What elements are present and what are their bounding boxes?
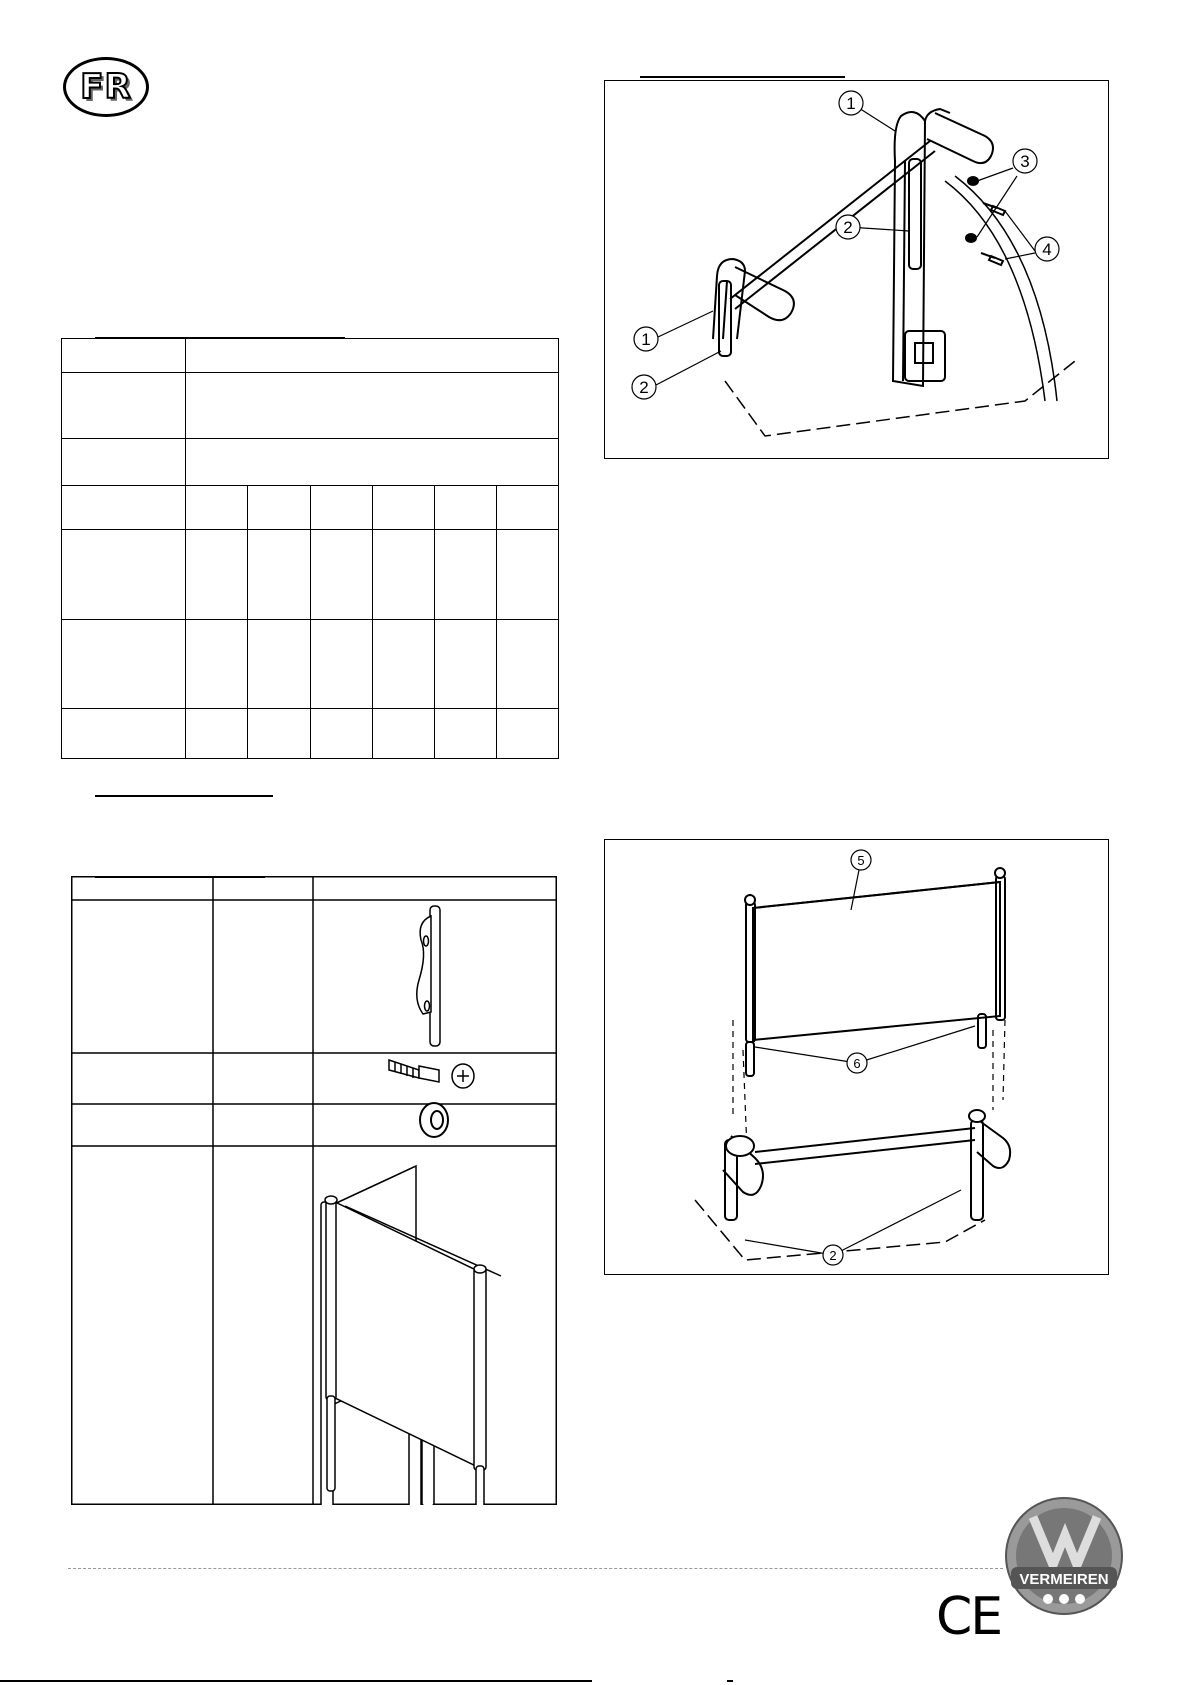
screw-image bbox=[389, 1060, 474, 1088]
section-heading-underline bbox=[95, 795, 273, 797]
figure-heading-underline bbox=[640, 76, 845, 78]
washer-image bbox=[420, 1103, 448, 1137]
callout-4: 4 bbox=[1042, 240, 1052, 259]
callout-6: 6 bbox=[853, 1056, 861, 1071]
table-row bbox=[62, 339, 559, 373]
parts-table bbox=[71, 876, 557, 1505]
table-row bbox=[62, 373, 559, 439]
callout-2: 2 bbox=[639, 378, 649, 397]
language-badge-label: FR bbox=[80, 67, 132, 107]
ce-mark: CE bbox=[936, 1587, 1002, 1647]
table-row bbox=[62, 620, 559, 708]
table-row bbox=[62, 485, 559, 529]
language-badge bbox=[63, 57, 149, 117]
bottom-rule bbox=[0, 1680, 592, 1682]
vermeiren-logo bbox=[1003, 1495, 1125, 1617]
callout-2: 2 bbox=[829, 1248, 837, 1263]
callout-5: 5 bbox=[857, 853, 865, 868]
callout-1: 1 bbox=[641, 330, 651, 349]
callout-2: 2 bbox=[843, 218, 853, 237]
callout-1: 1 bbox=[846, 94, 856, 113]
table-row bbox=[62, 439, 559, 485]
table-row bbox=[62, 708, 559, 758]
footer-rule bbox=[68, 1568, 1003, 1569]
figure-armrest-assembly bbox=[604, 80, 1109, 459]
spec-table bbox=[61, 338, 559, 759]
callout-3: 3 bbox=[1020, 152, 1030, 171]
rail-tube-image bbox=[417, 906, 440, 1046]
bottom-mark bbox=[727, 1680, 733, 1682]
table-row bbox=[62, 529, 559, 619]
backrest-upholstery-image bbox=[321, 1166, 501, 1505]
logo-text: VERMEIREN bbox=[1019, 1571, 1109, 1588]
figure-backrest-assembly bbox=[604, 839, 1109, 1275]
